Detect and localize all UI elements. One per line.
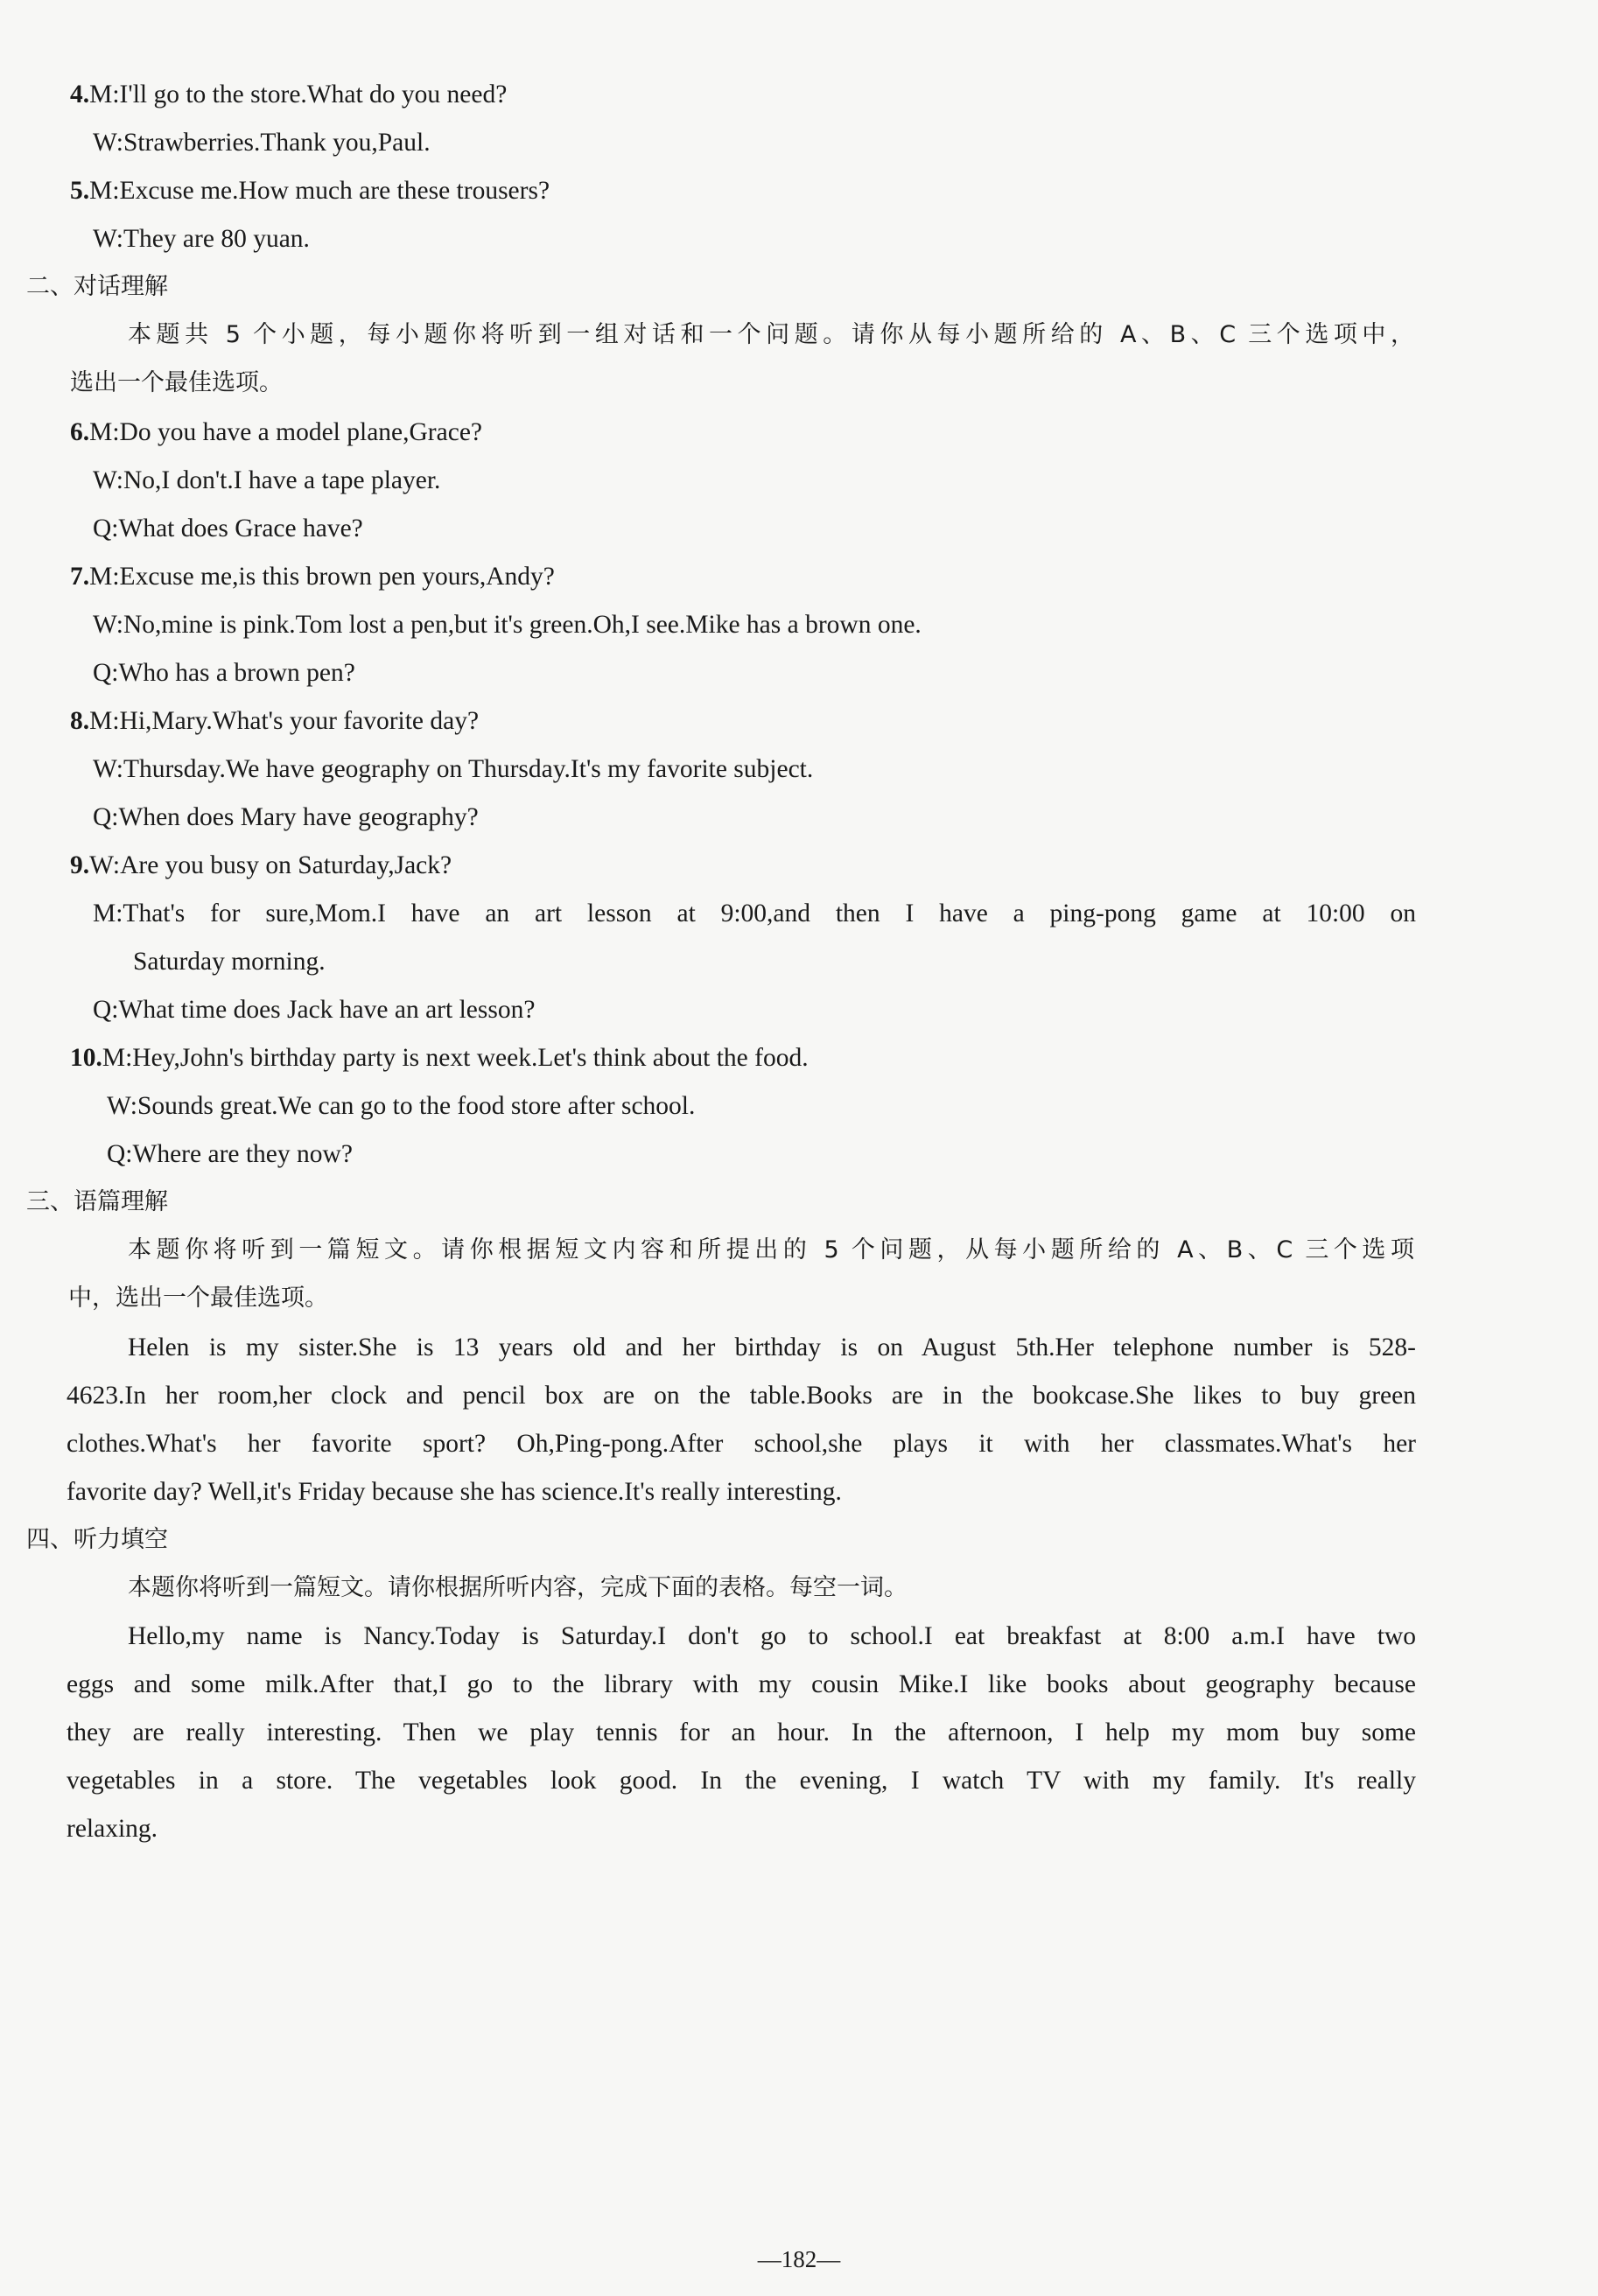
section3-passage-line3 [67,1426,1416,1461]
section2-instruction-text1: 本题共 5 个小题，每小题你将听到一组对话和一个问题。请你从每小题所给的 A、B、C 三个选项中， [128,321,1414,348]
section4-title: 四、听力填空 [26,1526,168,1553]
section2-instruction-line1 [128,318,1414,353]
q6-number: 6. [70,418,90,446]
q10-w-line: W:Sounds great.We can go to the food store after school. [107,1092,696,1120]
q8-q-line: Q:When does Mary have geography? [93,803,479,831]
q4-w-line: W:Strawberries.Thank you,Paul. [93,129,431,157]
section3-passage-text3: clothes.What's her favorite sport? Oh,Ping-pong.After school,she plays it with her classmates.What's her [67,1430,1416,1458]
q5-m-text: M:Excuse me.How much are these trousers? [89,177,550,205]
q10-q-line: Q:Where are they now? [107,1140,353,1168]
q9-w-text: W:Are you busy on Saturday,Jack? [89,851,452,879]
q10-m-line [70,1040,809,1075]
q8-number: 8. [70,707,90,735]
page-number: —182— [757,2246,841,2272]
q10-m-text: M:Hey,John's birthday party is next week.Let's think about the food. [102,1044,809,1072]
q8-m-line [70,704,479,738]
section3-instruction-line1 [128,1233,1414,1268]
q8-m-text: M:Hi,Mary.What's your favorite day? [89,707,480,735]
q6-q-line: Q:What does Grace have? [93,514,363,542]
q9-m-line2: Saturday morning. [133,948,326,976]
q9-number: 9. [70,851,90,879]
q7-m-text: M:Excuse me,is this brown pen yours,Andy? [89,563,555,591]
section4-passage-line1 [128,1619,1416,1654]
section3-passage-line4: favorite day? Well,it's Friday because she has science.It's really interesting. [67,1478,842,1506]
section4-passage-text3: they are really interesting. Then we play tennis for an hour. In the afternoon, I help my mom buy some [67,1718,1416,1746]
section2-title: 二、对话理解 [26,273,168,300]
section3-title: 三、语篇理解 [26,1188,168,1215]
q7-q-line: Q:Who has a brown pen? [93,659,355,687]
q9-m-text1: M:That's for sure,Mom.I have an art lesson at 9:00,and then I have a ping-pong game at 10:00 on [93,900,1416,928]
q9-q-line: Q:What time does Jack have an art lesson? [93,996,536,1024]
q6-m-line [70,415,482,450]
section4-passage-line5: relaxing. [67,1815,158,1843]
section4-passage-line4 [67,1763,1416,1798]
q6-w-line: W:No,I don't.I have a tape player. [93,466,441,494]
q10-number: 10. [70,1044,102,1072]
section3-passage-text1: Helen is my sister.She is 13 years old and her birthday is on August 5th.Her telephone number is 528- [128,1334,1416,1362]
section4-passage-line3 [67,1715,1416,1750]
q7-number: 7. [70,563,90,591]
q7-m-line [70,559,555,594]
q7-w-line: W:No,mine is pink.Tom lost a pen,but it's green.Oh,I see.Mike has a brown one. [93,611,922,639]
section3-passage-text2: 4623.In her room,her clock and pencil box are on the table.Books are in the bookcase.She likes to buy green [67,1382,1416,1410]
q5-m-line [70,173,550,208]
q5-number: 5. [70,177,90,205]
q8-w-line: W:Thursday.We have geography on Thursday.It's my favorite subject. [93,755,814,783]
q5-w-line: W:They are 80 yuan. [93,225,310,253]
q4-m-line [70,77,507,112]
section3-instruction-line2: 中，选出一个最佳选项。 [68,1284,328,1312]
q6-m-text: M:Do you have a model plane,Grace? [89,418,483,446]
section3-instruction-text1: 本题你将听到一篇短文。请你根据短文内容和所提出的 5 个问题，从每小题所给的 A、B、C 三个选项 [128,1236,1414,1264]
section4-passage-text4: vegetables in a store. The vegetables look good. In the evening, I watch TV with my family. It's really [67,1767,1416,1795]
section3-passage-line2 [67,1378,1416,1413]
section4-passage-text1: Hello,my name is Nancy.Today is Saturday.I don't go to school.I eat breakfast at 8:00 a.m.I have two [128,1622,1416,1650]
q9-w-line [70,848,452,883]
q4-number: 4. [70,80,90,108]
section4-instruction-line1: 本题你将听到一篇短文。请你根据所听内容，完成下面的表格。每空一词。 [128,1574,908,1601]
q9-m-line1 [93,896,1416,931]
section2-instruction-line2: 选出一个最佳选项。 [70,369,283,396]
q4-m-text: M:I'll go to the store.What do you need? [89,80,508,108]
section4-passage-text2: eggs and some milk.After that,I go to the library with my cousin Mike.I like books about geography because [67,1670,1416,1698]
section4-passage-line2 [67,1667,1416,1702]
section3-passage-line1 [128,1330,1416,1365]
